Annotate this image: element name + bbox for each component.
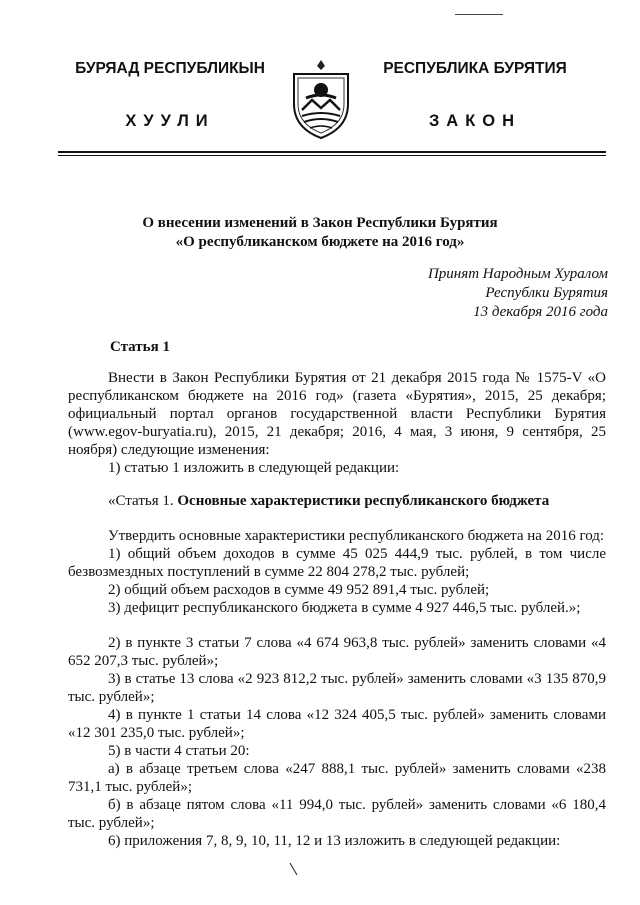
amendment-item-2: 2) в пункте 3 статьи 7 слова «4 674 963,8 тыс. рублей» заменить словами «4 652 207,3 тыс. рублей»; [68,635,606,669]
amendment-item-5a: а) в абзаце третьем слова «247 888,1 тыс. рублей» заменить словами «238 731,1 тыс. рублей»; [68,761,606,795]
article-intro: Внести в Закон Республики Бурятия от 21 декабря 2015 года № 1575-V «О республиканском бюджете на 2016 год» (газета «Бурятия», 2015, 25 декабря; официальный портал органов государственной власти Республики Бурятия (www.egov-buryatia.ru), 2015, 21 декабря; 2016, 4 мая, 3 июня, 9 сентября, 25 ноября) следующие изменения: [68,370,606,458]
quoted-article-prefix: «Статья 1. [108,493,174,509]
scan-artifact-tick [290,863,298,876]
article-heading: Статья 1 [110,339,170,355]
amendment-item-1: 1) статью 1 изложить в следующей редакции: [108,460,400,476]
budget-item-expenses: 2) общий объем расходов в сумме 49 952 891,4 тыс. рублей; [108,582,490,598]
quoted-article-title: Основные характеристики республиканского бюджета [177,493,550,509]
adoption-note [330,265,608,322]
coat-of-arms-icon [288,58,354,145]
adoption-date: 13 декабря 2016 года [473,304,608,320]
header-right-keyword: ЗАКОН [428,112,522,130]
scan-artifact-mark [455,14,503,15]
amendment-item-5b: б) в абзаце пятом слова «11 994,0 тыс. рублей» заменить словами «6 180,4 тыс. рублей»; [68,797,606,831]
amendment-item-3: 3) в статье 13 слова «2 923 812,2 тыс. рублей» заменить словами «3 135 870,9 тыс. рублей»; [68,671,606,705]
header-right-title: РЕСПУБЛИКА БУРЯТИЯ [383,60,567,77]
amendment-item-5: 5) в части 4 статьи 20: [108,743,250,759]
law-title-line-2: «О республиканском бюджете на 2016 год» [175,234,465,250]
header-left-keyword: ХУУЛИ [125,112,215,130]
budget-item-income: 1) общий объем доходов в сумме 45 025 444,9 тыс. рублей, в том числе безвозмездных поступлений в сумме 22 804 278,2 тыс. рублей; [68,546,606,580]
adoption-line-1: Принят Народным Хуралом [427,266,608,282]
budget-item-deficit: 3) дефицит республиканского бюджета в сумме 4 927 446,5 тыс. рублей.»; [108,600,581,616]
amendment-item-6: 6) приложения 7, 8, 9, 10, 11, 12 и 13 изложить в следующей редакции: [108,833,561,849]
header-left-title: БУРЯАД РЕСПУБЛИКЫН [75,60,265,77]
header-divider-thin [58,155,606,156]
header-divider-thick [58,151,606,153]
approve-line: Утвердить основные характеристики республиканского бюджета на 2016 год: [108,528,605,544]
law-title-line-1: О внесении изменений в Закон Республики Бурятия [142,215,498,231]
adoption-line-2: Республки Бурятия [485,285,608,301]
quoted-article-heading [68,492,606,510]
law-title [100,214,540,252]
amendment-item-4: 4) в пункте 1 статьи 14 слова «12 324 405,5 тыс. рублей» заменить словами «12 301 235,0 тыс. рублей»; [68,707,606,741]
